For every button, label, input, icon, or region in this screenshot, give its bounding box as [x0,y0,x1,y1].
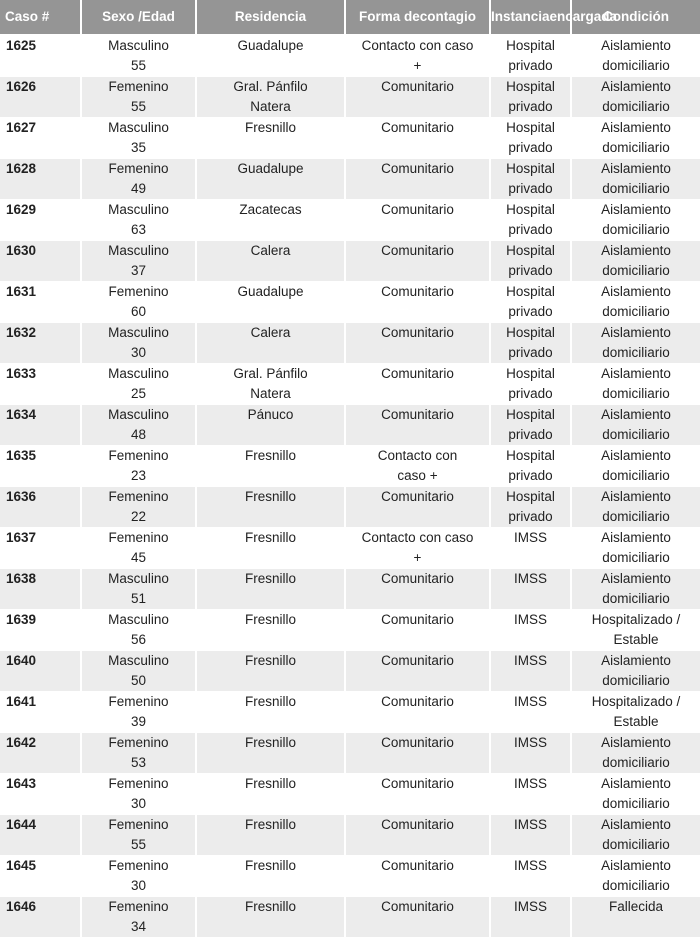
condition: Aislamiento domiciliario [571,733,700,774]
institution: Hospital privado [490,323,571,364]
case-number: 1627 [0,118,81,159]
residence: Fresnillo [196,610,345,651]
institution: Hospital privado [490,77,571,118]
table-row [0,446,700,487]
case-number: 1638 [0,569,81,610]
institution: Hospital privado [490,282,571,323]
institution: IMSS [490,528,571,569]
institution: Hospital privado [490,446,571,487]
contagion-form: Comunitario [345,159,490,200]
residence: Fresnillo [196,528,345,569]
sex-age: Femenino 55 [81,815,196,856]
residence: Zacatecas [196,200,345,241]
table-row [0,364,700,405]
table-row [0,323,700,364]
table-row [0,241,700,282]
case-number: 1633 [0,364,81,405]
condition: Aislamiento domiciliario [571,323,700,364]
residence: Fresnillo [196,569,345,610]
table-row [0,118,700,159]
contagion-form: Comunitario [345,610,490,651]
case-number: 1636 [0,487,81,528]
contagion-form: Contacto con caso + [345,35,490,77]
condition: Aislamiento domiciliario [571,200,700,241]
residence: Calera [196,241,345,282]
residence: Fresnillo [196,118,345,159]
table-row [0,815,700,856]
sex-age: Masculino 35 [81,118,196,159]
case-number: 1641 [0,692,81,733]
condition: Aislamiento domiciliario [571,241,700,282]
contagion-form: Comunitario [345,815,490,856]
table-body [0,35,700,938]
sex-age: Femenino 49 [81,159,196,200]
residence: Gral. Pánfilo Natera [196,364,345,405]
table-row [0,405,700,446]
condition: Aislamiento domiciliario [571,159,700,200]
condition: Aislamiento domiciliario [571,815,700,856]
institution: IMSS [490,815,571,856]
case-number: 1629 [0,200,81,241]
institution: Hospital privado [490,364,571,405]
sex-age: Femenino 22 [81,487,196,528]
case-number: 1644 [0,815,81,856]
condition: Aislamiento domiciliario [571,35,700,77]
condition: Aislamiento domiciliario [571,77,700,118]
contagion-form: Comunitario [345,118,490,159]
institution: Hospital privado [490,159,571,200]
sex-age: Masculino 30 [81,323,196,364]
table-row [0,856,700,897]
table-row [0,159,700,200]
institution: IMSS [490,774,571,815]
sex-age: Masculino 48 [81,405,196,446]
contagion-form: Comunitario [345,733,490,774]
table-row [0,569,700,610]
residence: Guadalupe [196,35,345,77]
table-row [0,528,700,569]
sex-age: Femenino 45 [81,528,196,569]
sex-age: Femenino 30 [81,856,196,897]
case-number: 1628 [0,159,81,200]
residence: Guadalupe [196,159,345,200]
residence: Gral. Pánfilo Natera [196,77,345,118]
contagion-form: Comunitario [345,323,490,364]
sex-age: Masculino 37 [81,241,196,282]
contagion-form: Comunitario [345,241,490,282]
table-row [0,692,700,733]
header-condicion: Condición [571,0,700,35]
case-number: 1625 [0,35,81,77]
header-sexo-edad: Sexo /Edad [81,0,196,35]
institution: IMSS [490,692,571,733]
sex-age: Femenino 53 [81,733,196,774]
case-number: 1646 [0,897,81,938]
residence: Fresnillo [196,487,345,528]
case-number: 1642 [0,733,81,774]
contagion-form: Comunitario [345,774,490,815]
sex-age: Femenino 30 [81,774,196,815]
residence: Fresnillo [196,651,345,692]
residence: Fresnillo [196,856,345,897]
sex-age: Femenino 39 [81,692,196,733]
table-row [0,733,700,774]
residence: Fresnillo [196,815,345,856]
table-row [0,35,700,77]
institution: Hospital privado [490,200,571,241]
case-number: 1640 [0,651,81,692]
header-instancia: Instanciaencargada [490,0,571,35]
residence: Fresnillo [196,733,345,774]
residence: Fresnillo [196,897,345,938]
table-row [0,651,700,692]
residence: Guadalupe [196,282,345,323]
case-number: 1632 [0,323,81,364]
sex-age: Femenino 55 [81,77,196,118]
sex-age: Masculino 51 [81,569,196,610]
sex-age: Femenino 34 [81,897,196,938]
sex-age: Masculino 25 [81,364,196,405]
sex-age: Femenino 23 [81,446,196,487]
table-row [0,610,700,651]
condition: Aislamiento domiciliario [571,364,700,405]
sex-age: Masculino 55 [81,35,196,77]
contagion-form: Comunitario [345,856,490,897]
condition: Fallecida [571,897,700,938]
condition: Aislamiento domiciliario [571,528,700,569]
institution: Hospital privado [490,118,571,159]
contagion-form: Comunitario [345,692,490,733]
institution: IMSS [490,610,571,651]
condition: Hospitalizado / Estable [571,692,700,733]
institution: Hospital privado [490,405,571,446]
condition: Aislamiento domiciliario [571,774,700,815]
residence: Calera [196,323,345,364]
institution: Hospital privado [490,35,571,77]
case-number: 1635 [0,446,81,487]
case-number: 1631 [0,282,81,323]
condition: Aislamiento domiciliario [571,856,700,897]
condition: Aislamiento domiciliario [571,118,700,159]
contagion-form: Comunitario [345,364,490,405]
residence: Pánuco [196,405,345,446]
table-row [0,774,700,815]
condition: Hospitalizado / Estable [571,610,700,651]
contagion-form: Comunitario [345,569,490,610]
condition: Aislamiento domiciliario [571,405,700,446]
header-residencia: Residencia [196,0,345,35]
sex-age: Masculino 50 [81,651,196,692]
condition: Aislamiento domiciliario [571,569,700,610]
case-number: 1645 [0,856,81,897]
institution: IMSS [490,651,571,692]
contagion-form: Comunitario [345,405,490,446]
residence: Fresnillo [196,774,345,815]
table-header [0,0,700,35]
residence: Fresnillo [196,446,345,487]
table-row [0,282,700,323]
sex-age: Masculino 56 [81,610,196,651]
condition: Aislamiento domiciliario [571,446,700,487]
contagion-form: Contacto con caso + [345,528,490,569]
table-row [0,897,700,938]
institution: Hospital privado [490,487,571,528]
contagion-form: Comunitario [345,897,490,938]
residence: Fresnillo [196,692,345,733]
sex-age: Femenino 60 [81,282,196,323]
institution: IMSS [490,569,571,610]
institution: IMSS [490,856,571,897]
table-row [0,77,700,118]
condition: Aislamiento domiciliario [571,487,700,528]
case-number: 1637 [0,528,81,569]
case-number: 1643 [0,774,81,815]
institution: Hospital privado [490,241,571,282]
header-forma-contagio: Forma decontagio [345,0,490,35]
institution: IMSS [490,897,571,938]
contagion-form: Contacto con caso + [345,446,490,487]
contagion-form: Comunitario [345,77,490,118]
table-row [0,487,700,528]
contagion-form: Comunitario [345,200,490,241]
case-number: 1630 [0,241,81,282]
sex-age: Masculino 63 [81,200,196,241]
case-number: 1639 [0,610,81,651]
case-number: 1634 [0,405,81,446]
institution: IMSS [490,733,571,774]
contagion-form: Comunitario [345,651,490,692]
contagion-form: Comunitario [345,487,490,528]
case-number: 1626 [0,77,81,118]
condition: Aislamiento domiciliario [571,282,700,323]
table-row [0,200,700,241]
condition: Aislamiento domiciliario [571,651,700,692]
contagion-form: Comunitario [345,282,490,323]
header-caso: Caso # [0,0,81,35]
